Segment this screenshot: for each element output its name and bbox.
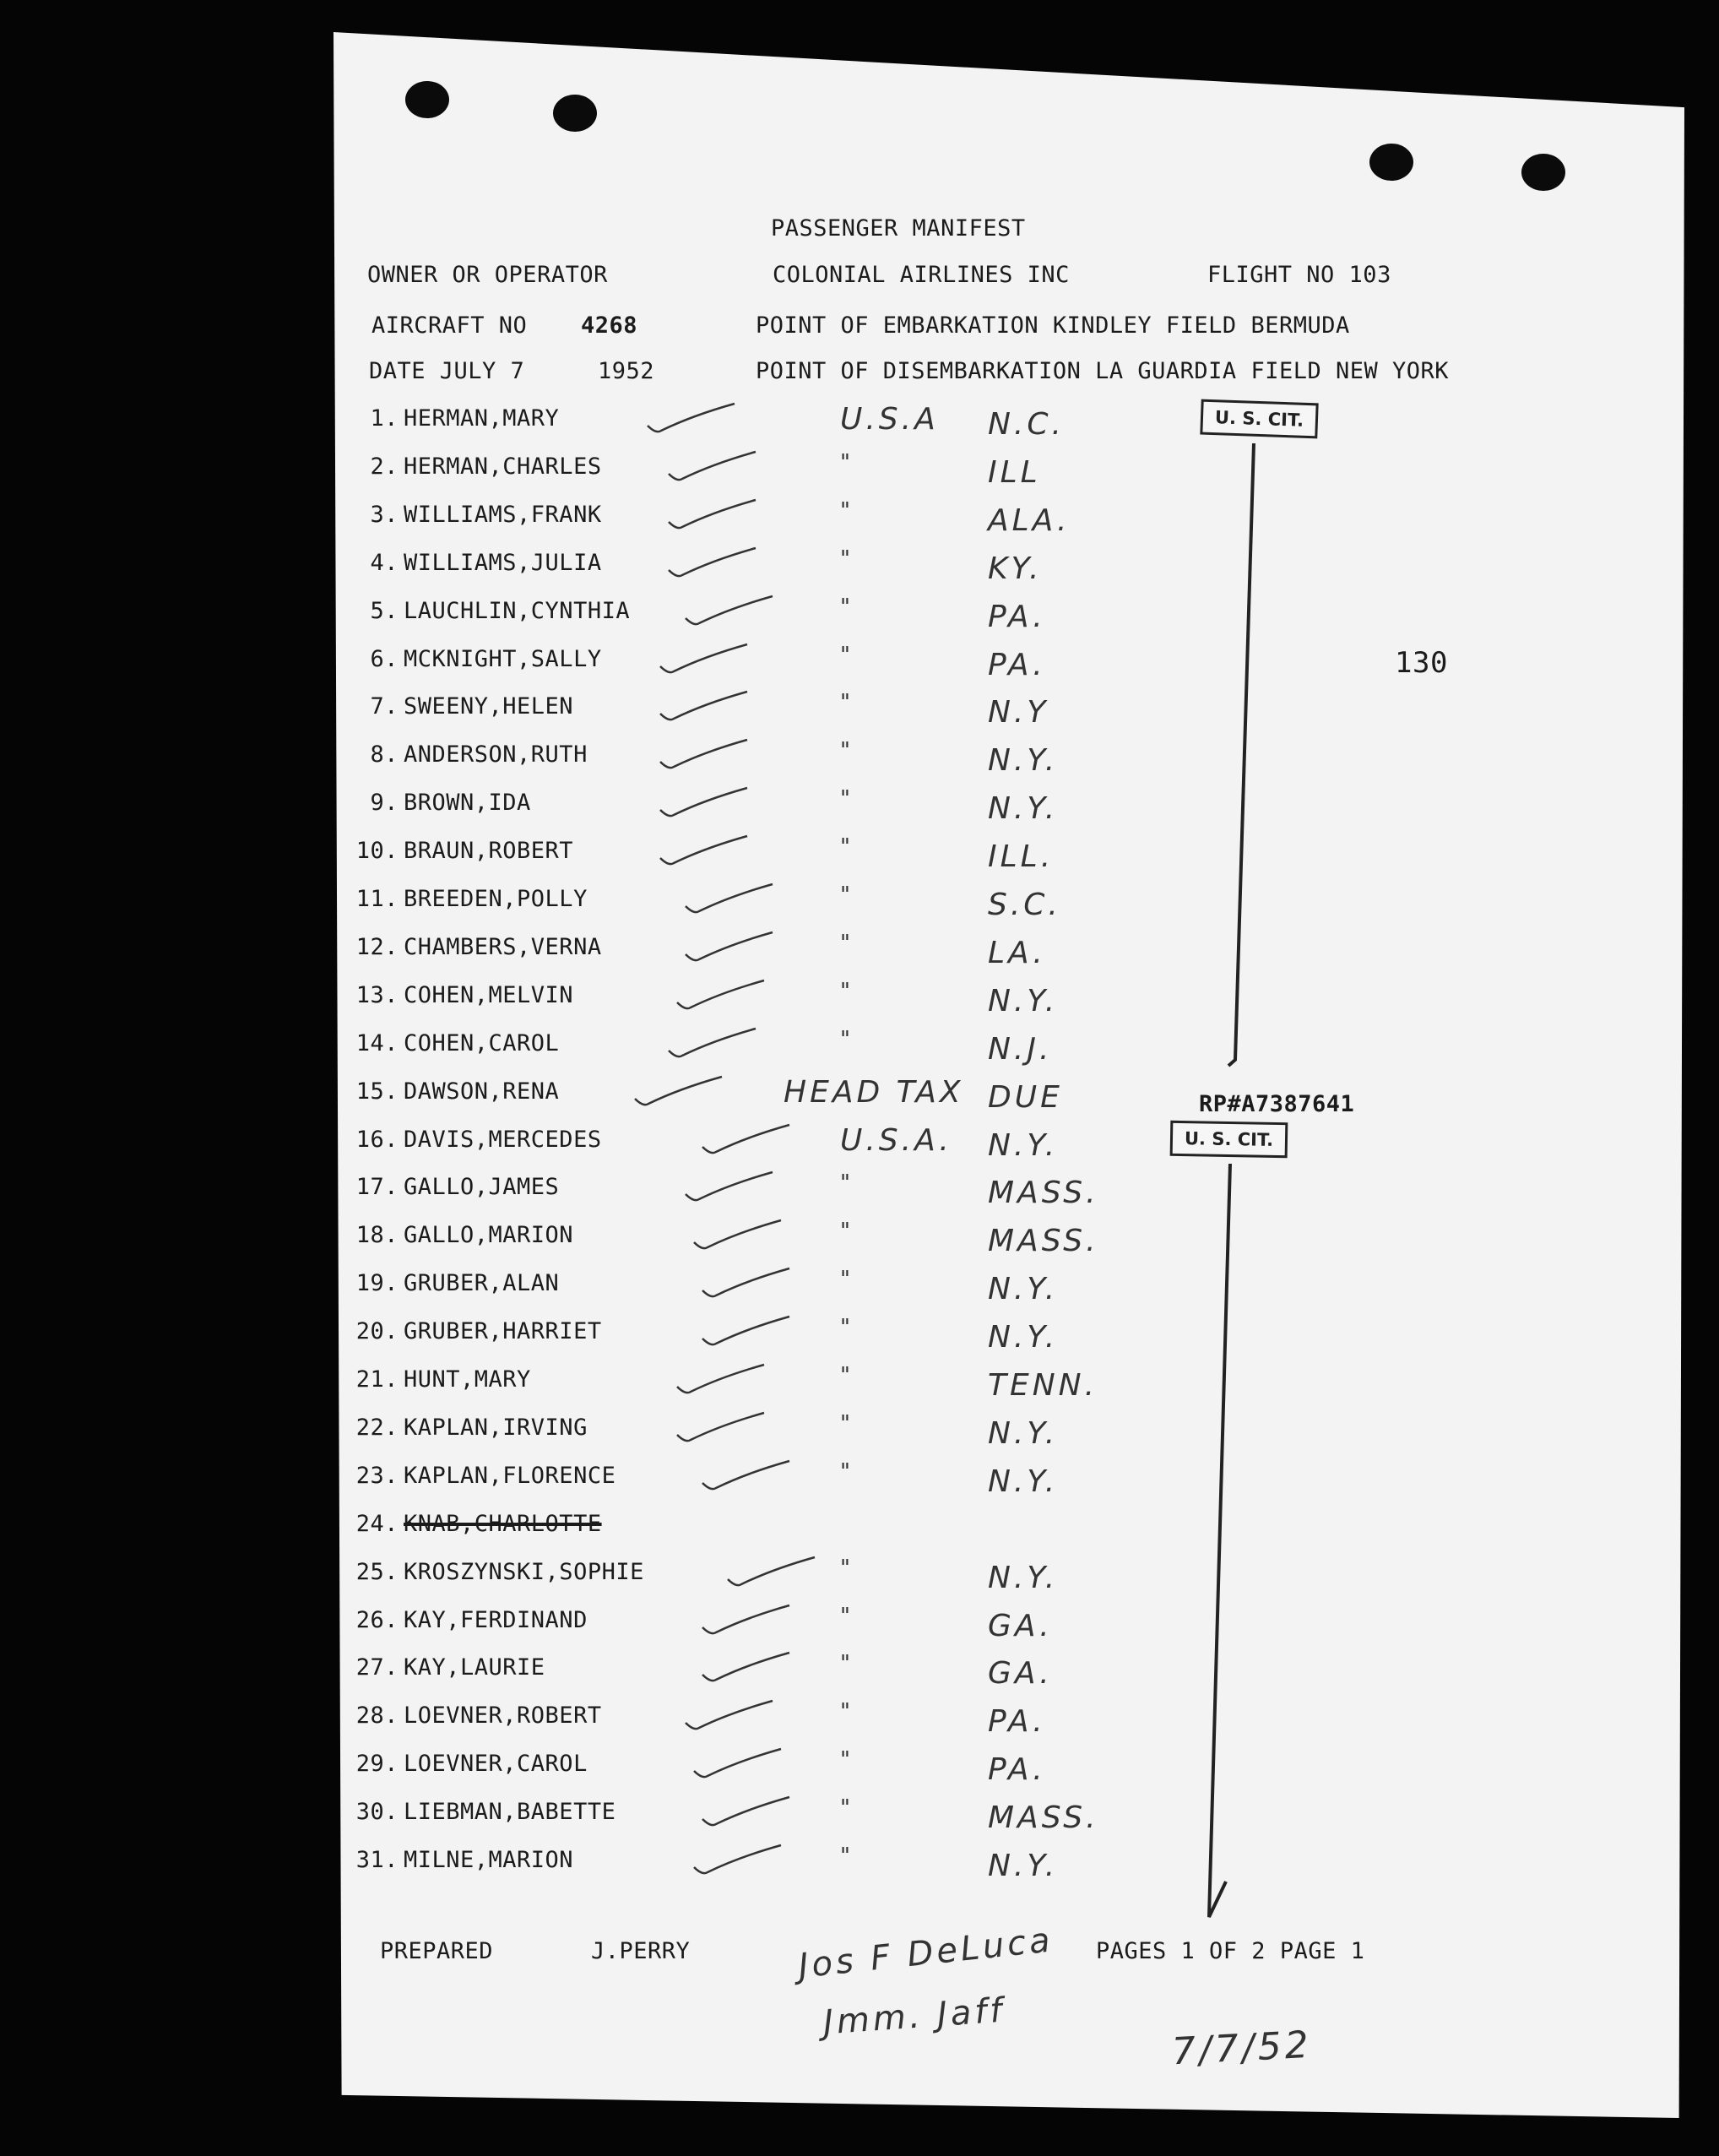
state-entry: MASS. [988, 1176, 1099, 1211]
reentry-permit-number: RP#A7387641 [1199, 1091, 1355, 1117]
state-entry: N.Y. [988, 1127, 1059, 1163]
state-entry: N.Y. [988, 743, 1059, 779]
passenger-name: HUNT,MARY [404, 1366, 531, 1393]
passenger-name: BRAUN,ROBERT [404, 838, 574, 865]
manifest-title: PASSENGER MANIFEST [771, 215, 1026, 242]
passenger-name: MILNE,MARION [404, 1847, 574, 1873]
prepared-by: J.PERRY [591, 1938, 691, 1964]
passenger-name: KROSZYNSKI,SOPHIE [404, 1558, 644, 1585]
passenger-number: 6. [370, 645, 399, 672]
citizenship-entry: " [840, 1844, 854, 1869]
passenger-number: 17. [355, 1174, 399, 1201]
citizenship-entry: " [840, 497, 854, 524]
passenger-name: KAY,FERDINAND [404, 1606, 588, 1633]
state-entry: MASS. [988, 1224, 1099, 1259]
state-entry: N.J. [988, 1031, 1053, 1067]
citizenship-entry: " [840, 1219, 854, 1245]
state-entry: TENN. [988, 1368, 1098, 1403]
us-citizen-stamp: U. S. CIT. [1200, 399, 1318, 439]
state-entry: MASS. [988, 1800, 1099, 1836]
page-count: PAGES 1 OF 2 PAGE 1 [1096, 1938, 1365, 1964]
passenger-name: COHEN,CAROL [404, 1029, 560, 1056]
passenger-name: LAUCHLIN,CYNTHIA [404, 597, 631, 624]
citizenship-entry: " [840, 1315, 854, 1341]
state-entry: N.Y. [988, 1560, 1059, 1595]
owner-label: OWNER OR OPERATOR [367, 262, 608, 288]
date-label: DATE JULY 7 [369, 358, 525, 384]
passenger-number: 10. [355, 838, 399, 865]
citizenship-entry: " [840, 1795, 854, 1822]
citizenship-entry: " [840, 449, 854, 475]
citizenship-entry: HEAD TAX [784, 1074, 964, 1110]
passenger-number: 25. [355, 1558, 399, 1585]
state-entry: GA. [988, 1608, 1053, 1643]
passenger-number: 4. [370, 549, 399, 576]
us-citizen-stamp: U. S. CIT. [1170, 1121, 1288, 1158]
signature: Jos F DeLuca [796, 1920, 1055, 1986]
citizenship-entry: U.S.A [840, 402, 939, 437]
state-entry: PA. [988, 1704, 1046, 1740]
passenger-name: GALLO,JAMES [404, 1174, 560, 1201]
state-entry: N.Y. [988, 1272, 1059, 1307]
passenger-number: 27. [355, 1654, 399, 1681]
citizenship-entry: " [840, 1026, 854, 1052]
passenger-number: 21. [355, 1366, 399, 1393]
passenger-number: 2. [370, 453, 399, 480]
passenger-number: 12. [355, 933, 399, 960]
owner-value: COLONIAL AIRLINES INC [773, 262, 1070, 288]
citizenship-entry: " [840, 930, 854, 956]
aircraft-label: AIRCRAFT NO [371, 312, 528, 339]
margin-number: 130 [1395, 646, 1448, 680]
state-entry: N.Y. [988, 983, 1059, 1018]
state-entry: N.C. [988, 407, 1065, 442]
citizenship-entry: " [840, 1651, 854, 1677]
passenger-name: WILLIAMS,JULIA [404, 549, 602, 576]
passenger-name: HERMAN,CHARLES [404, 453, 602, 480]
state-entry: ALA. [988, 502, 1071, 538]
citizenship-entry: " [840, 978, 854, 1004]
state-entry: ILL. [988, 839, 1055, 875]
citizenship-entry: " [840, 882, 854, 908]
passenger-name: DAWSON,RENA [404, 1078, 560, 1105]
passenger-number: 31. [355, 1847, 399, 1873]
passenger-number: 22. [355, 1414, 399, 1441]
state-entry: PA. [988, 1752, 1046, 1788]
citizenship-entry: " [840, 642, 854, 668]
passenger-number: 29. [355, 1751, 399, 1778]
state-entry: N.Y. [988, 1849, 1059, 1883]
passenger-name: HERMAN,MARY [404, 405, 560, 432]
passenger-name: LOEVNER,ROBERT [404, 1703, 602, 1730]
citizenship-entry: " [840, 1170, 854, 1197]
passenger-name: GRUBER,HARRIET [404, 1318, 602, 1345]
passenger-name: SWEENY,HELEN [404, 693, 574, 720]
state-entry: N.Y. [988, 1320, 1059, 1355]
passenger-name: GALLO,MARION [404, 1222, 574, 1249]
passenger-name: MCKNIGHT,SALLY [404, 645, 602, 672]
passenger-name: KAPLAN,IRVING [404, 1414, 588, 1441]
passenger-name: KNAB,CHARLOTTE [404, 1510, 602, 1537]
state-entry: PA. [988, 599, 1046, 634]
state-entry: N.Y. [988, 1415, 1059, 1451]
passenger-name: LIEBMAN,BABETTE [404, 1799, 616, 1826]
passenger-name: BREEDEN,POLLY [404, 886, 588, 912]
citizenship-entry: " [840, 594, 854, 620]
citizenship-entry: " [840, 1363, 854, 1388]
passenger-name: CHAMBERS,VERNA [404, 933, 602, 960]
date-year: 1952 [598, 358, 655, 384]
state-entry: N.Y [988, 695, 1049, 730]
state-entry: N.Y. [988, 1464, 1059, 1499]
passenger-number: 18. [355, 1222, 399, 1249]
signature: Jmm. Jaff [822, 1990, 1006, 2043]
passenger-number: 15. [355, 1078, 399, 1105]
citizenship-entry: " [840, 786, 854, 812]
disembarkation-point: POINT OF DISEMBARKATION LA GUARDIA FIELD NEW YORK [756, 358, 1450, 384]
state-entry: LA. [988, 935, 1046, 970]
passenger-number: 28. [355, 1703, 399, 1730]
embarkation-point: POINT OF EMBARKATION KINDLEY FIELD BERMUDA [756, 312, 1350, 339]
passenger-number: 7. [370, 693, 399, 720]
passenger-number: 5. [370, 597, 399, 624]
passenger-number: 1. [370, 405, 399, 432]
passenger-number: 24. [355, 1510, 399, 1537]
handwritten-date: 7/7/52 [1170, 2023, 1313, 2074]
citizenship-entry: " [840, 546, 854, 572]
citizenship-entry: " [840, 1267, 854, 1293]
state-entry: GA. [988, 1656, 1053, 1692]
citizenship-entry: " [840, 1555, 854, 1581]
passenger-number: 8. [370, 741, 399, 768]
passenger-number: 9. [370, 790, 399, 817]
passenger-number: 11. [355, 886, 399, 912]
passenger-number: 3. [370, 501, 399, 528]
passenger-name: COHEN,MELVIN [404, 981, 574, 1008]
passenger-name: WILLIAMS,FRANK [404, 501, 602, 528]
citizenship-entry: " [840, 1747, 854, 1773]
passenger-name: BROWN,IDA [404, 790, 531, 817]
prepared-label: PREPARED [380, 1938, 494, 1964]
passenger-number: 26. [355, 1606, 399, 1633]
citizenship-entry: " [840, 690, 854, 716]
passenger-number: 23. [355, 1462, 399, 1489]
passenger-number: 13. [355, 981, 399, 1008]
passenger-number: 16. [355, 1126, 399, 1153]
state-entry: S.C. [988, 888, 1061, 922]
aircraft-value: 4268 [581, 312, 638, 339]
passenger-number: 30. [355, 1799, 399, 1826]
citizenship-entry: " [840, 1699, 854, 1725]
citizenship-entry: U.S.A. [840, 1122, 952, 1158]
citizenship-entry: " [840, 1603, 854, 1629]
citizenship-entry: " [840, 834, 854, 861]
passenger-name: DAVIS,MERCEDES [404, 1126, 602, 1153]
passenger-name: GRUBER,ALAN [404, 1270, 560, 1297]
state-entry: ILL [988, 454, 1041, 490]
passenger-name: ANDERSON,RUTH [404, 741, 588, 768]
flight-number: FLIGHT NO 103 [1207, 262, 1391, 288]
passenger-name: LOEVNER,CAROL [404, 1751, 588, 1778]
citizenship-entry: " [840, 1410, 854, 1436]
state-entry: DUE [988, 1079, 1063, 1115]
passenger-name: KAY,LAURIE [404, 1654, 545, 1681]
passenger-number: 14. [355, 1029, 399, 1056]
state-entry: KY. [988, 551, 1043, 586]
passenger-number: 19. [355, 1270, 399, 1297]
citizenship-entry: " [840, 738, 854, 764]
passenger-number: 20. [355, 1318, 399, 1345]
passenger-name: KAPLAN,FLORENCE [404, 1462, 616, 1489]
state-entry: N.Y. [988, 791, 1059, 827]
citizenship-entry: " [840, 1458, 854, 1485]
state-entry: PA. [988, 647, 1046, 682]
